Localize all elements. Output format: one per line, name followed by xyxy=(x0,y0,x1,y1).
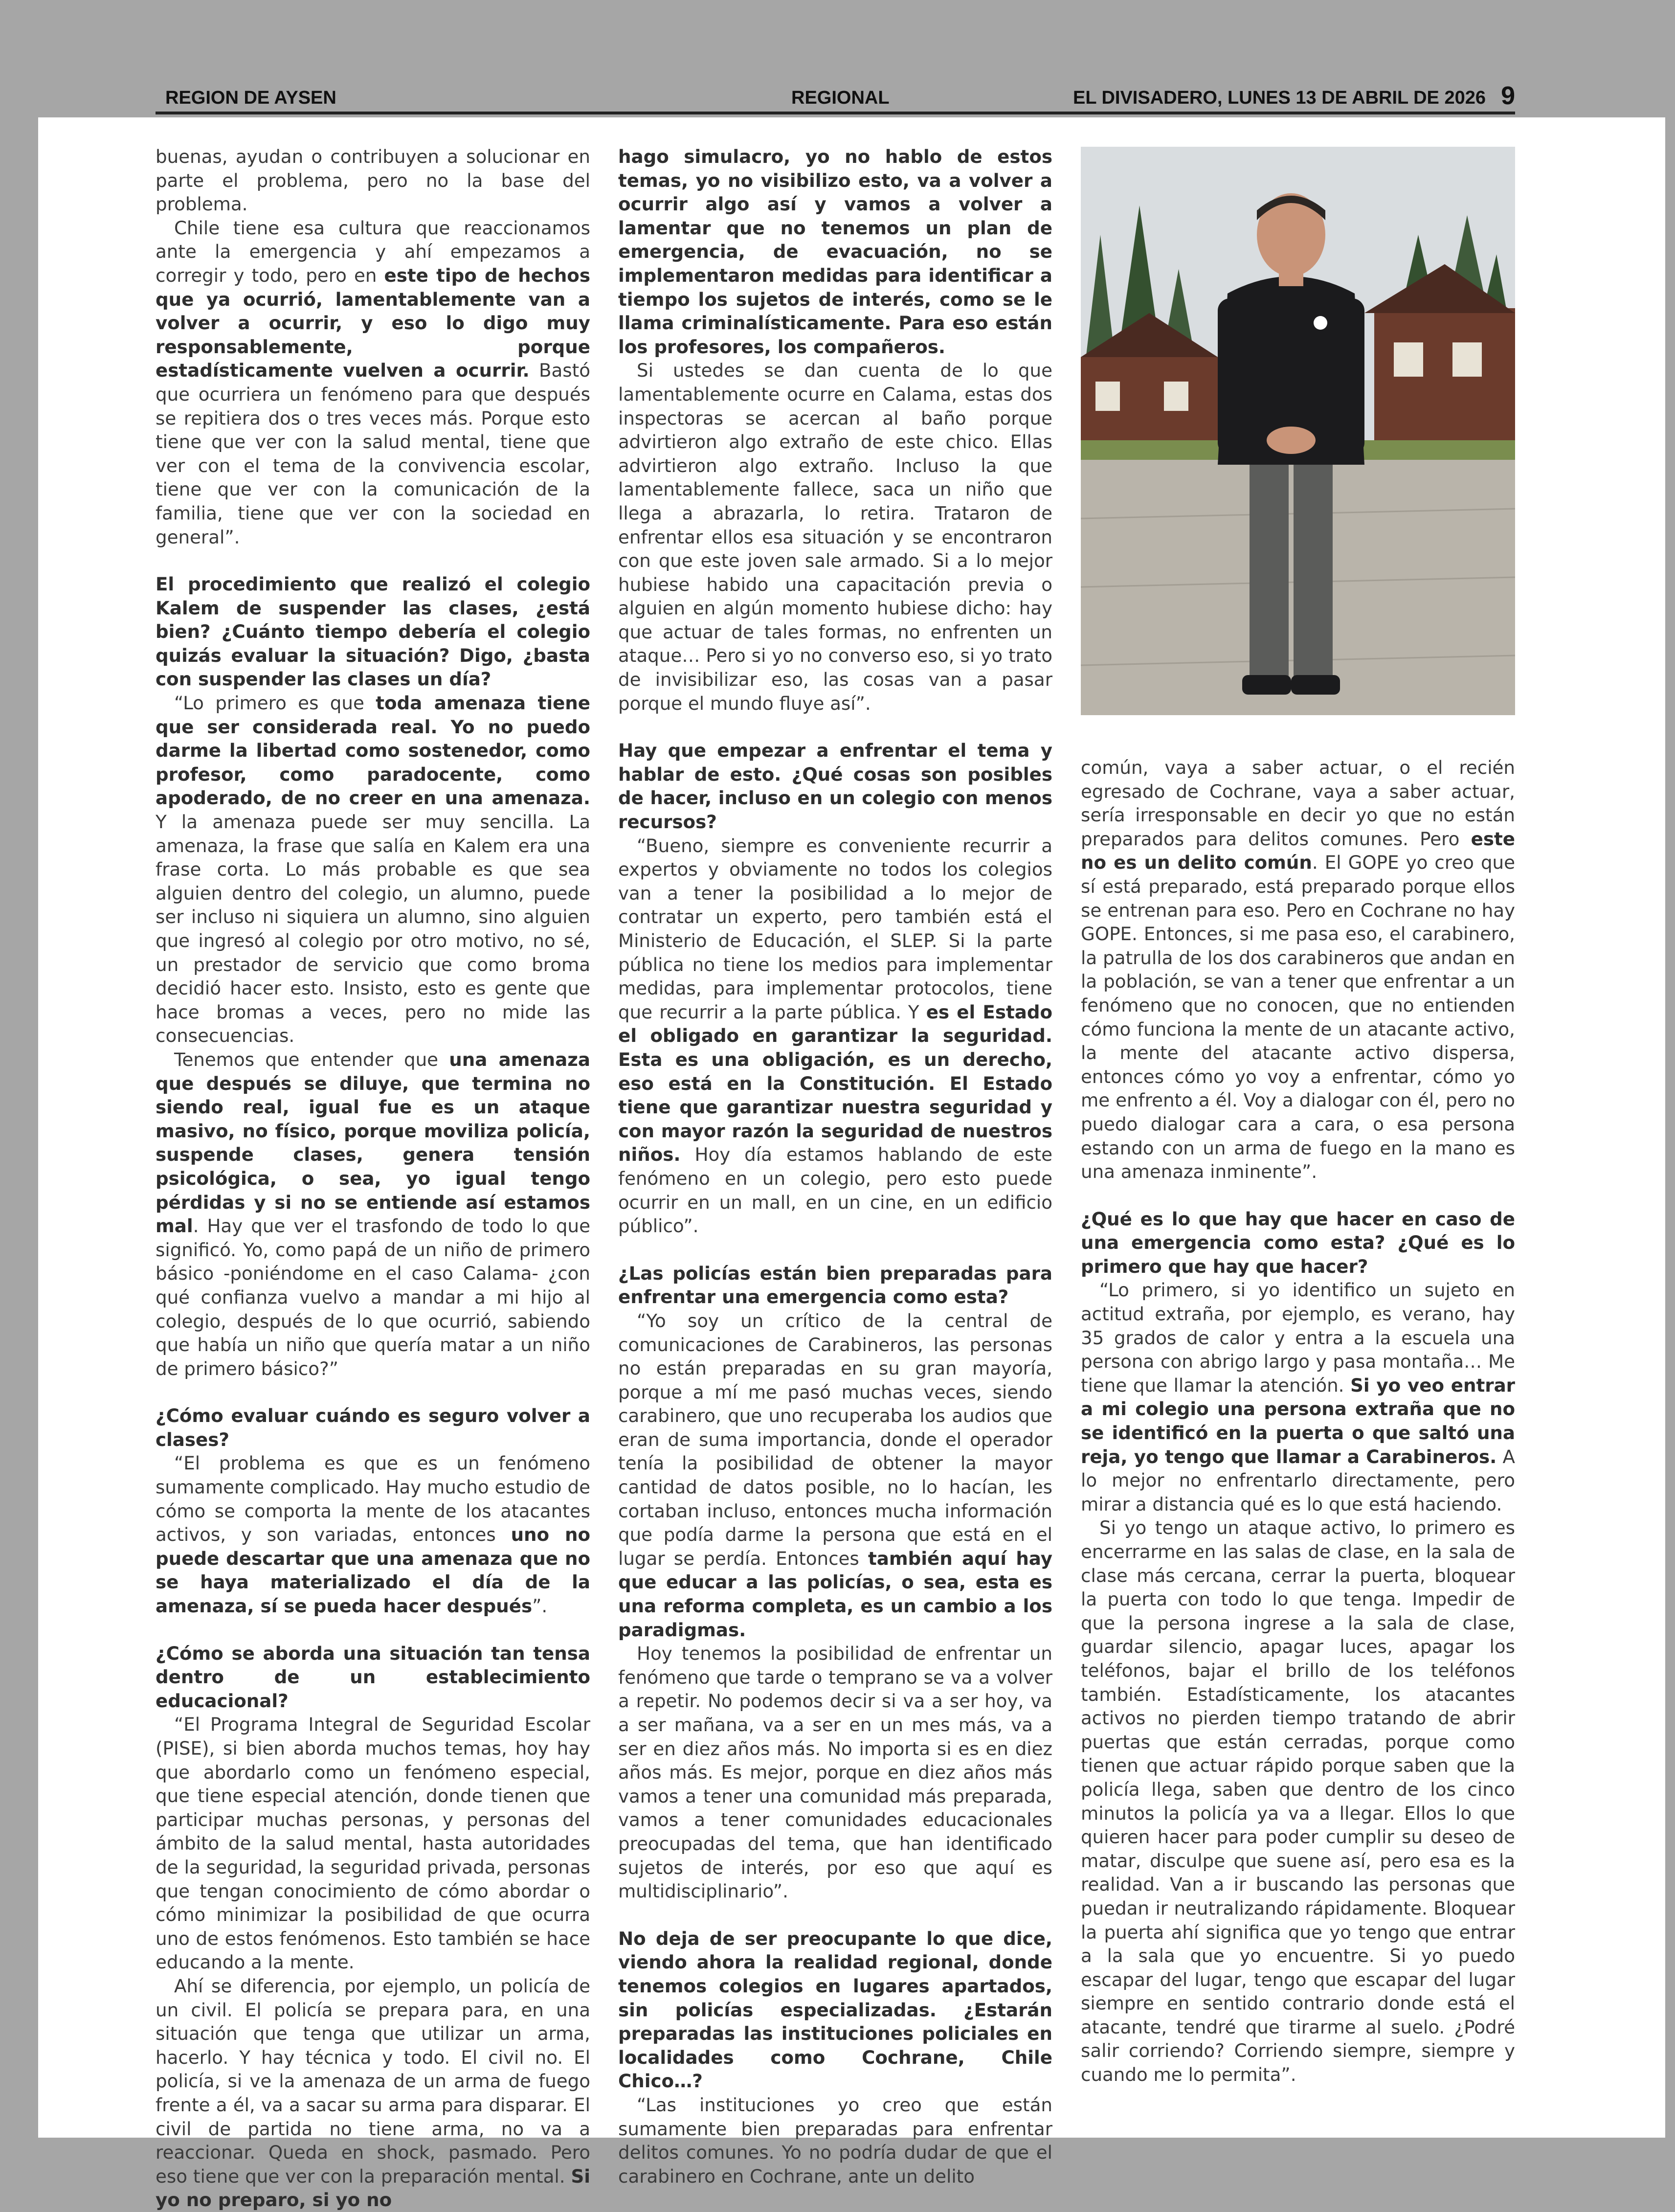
paragraph xyxy=(156,1974,590,2212)
text: “Bueno, siempre es conveniente recurrir a expertos y obviamente no todos los colegios van a tener la posibilidad a lo mejor de contratar un experto, pero también está el Ministerio de Educación, el SLEP. Si la parte pública no tiene los medios para implementar medidas, para implementar protocolos, tiene que recurrir a la parte pública. Y xyxy=(618,835,1052,1023)
page-number: 9 xyxy=(1501,82,1515,110)
interviewee-photo xyxy=(1081,147,1515,715)
paragraph: “Las instituciones yo creo que están sumamente bien preparadas para enfrentar delitos comunes. Yo no podría dudar de que el carabinero en Cochrane, ante un delito xyxy=(618,2094,1052,2187)
bold-text: este tipo de hechos que ya ocurrió, lamentablemente van a volver a ocurrir, y eso lo digo muy responsablemente, porque estadísticamente vuelven a ocurrir. xyxy=(156,264,590,382)
paragraph xyxy=(618,834,1052,1238)
paragraph xyxy=(156,216,590,549)
article-column-3 xyxy=(1081,756,1515,2087)
bold-text: hago simulacro, yo no hablo de estos temas, yo no visibilizo esto, va a volver a ocurrir algo así y vamos a volver a lamentar que no tenemos un plan de emergencia, de evacuación, no se implementaron medidas para identificar a tiempo los sujetos de interés, como se le llama criminalísticamente. Para eso están los profesores, los compañeros. xyxy=(618,146,1052,358)
paragraph: Si ustedes se dan cuenta de lo que lamentablemente ocurre en Calama, estas dos inspectoras se acercan al baño porque advirtieron algo extraño de este chico. Ellas advirtieron algo extraño. Incluso la que lamentablemente fallece, saca un niño que llega a abrazarla, lo retira. Trataron de enfrentar ellos esa situación y se encontraron con que este joven sale armado. Si a lo mejor hubiese habido una capacitación previa o alguien en algún momento hubiese dicho: hay que actuar de tales formas, no enfrenten un ataque… Pero si yo no converso eso, si yo trato de invisibilizar eso, las cosas van a pasar porque el mundo fluye así”. xyxy=(618,360,1052,714)
text: Ahí se diferencia, por ejemplo, un policía de un civil. El policía se prepara para, en una situación que tenga que utilizar un arma, hacerlo. Y hay técnica y todo. El civil no. El policía, si ve la amenaza de un arma de fuego frente a él, va a sacar su arma para disparar. El civil de partida no tiene arma, no va a reaccionar. Queda en shock, pasmado. Pero eso tiene que ver con la preparación mental. xyxy=(156,1975,590,2187)
paragraph xyxy=(156,1451,590,1618)
interview-question: ¿Cómo evaluar cuándo es seguro volver a clases? xyxy=(156,1405,590,1450)
bold-text: uno no puede descartar que una amenaza que no se haya materializado el día de la amenaza, sí se pueda hacer después xyxy=(156,1524,590,1617)
interview-question: ¿Cómo se aborda una situación tan tensa dentro de un establecimiento educacional? xyxy=(156,1642,590,1712)
text: “Yo soy un crítico de la central de comunicaciones de Carabineros, las personas no están preparadas en su gran mayoría, porque a mí me pasó muchas veces, siendo carabinero, que uno recuperaba los audios que eran de suma importancia, donde el operador tenía la posibilidad de obtener la mayor cantidad de datos posible, no lo hacían, les cortaban incluso, entonces mucha información que podía darme la persona que está en el lugar se perdía. Entonces xyxy=(618,1309,1052,1569)
interview-question: No deja de ser preocupante lo que dice, viendo ahora la realidad regional, donde tenemos colegios en lugares apartados, sin policías especializadas. ¿Estarán preparadas las instituciones policiales en localidades como Cochrane, Chile Chico…? xyxy=(618,1927,1052,2092)
text: . Hay que ver el trasfondo de todo lo que significó. Yo, como papá de un niño de primero básico -poniéndome en el caso Calama- ¿con qué confianza vuelvo a mandar a mi hijo al colegio, después de lo que ocurrió, sabiendo que había un niño que quería matar a un niño de primero básico?” xyxy=(156,1215,590,1379)
text: “Lo primero, si yo identifico un sujeto en actitud extraña, por ejemplo, es verano, hay 35 grados de calor y entra a la escuela una persona con abrigo largo y pasa montaña… Me tiene que llamar la atención. xyxy=(1081,1279,1515,1396)
photo-illustration xyxy=(1081,147,1515,715)
article-column-1 xyxy=(156,145,590,2212)
bold-text: Si yo veo entrar a mi colegio una persona extraña que no se identificó en la puerta o que saltó una reja, yo tengo que llamar a Carabineros. xyxy=(1081,1374,1516,1467)
text: Tenemos que entender que xyxy=(174,1048,449,1070)
interview-question: Hay que empezar a enfrentar el tema y hablar de esto. ¿Qué cosas son posibles de hacer, incluso en un colegio con menos recursos? xyxy=(618,740,1052,833)
paragraph xyxy=(1081,756,1515,1184)
paragraph xyxy=(156,691,590,1048)
text: A lo mejor no enfrentarlo directamente, pero mirar a distancia qué es lo que está haciendo. xyxy=(1081,1445,1515,1515)
bold-text: también aquí hay que educar a las policías, o sea, esta es una reforma completa, es un cambio a los paradigmas. xyxy=(618,1547,1052,1641)
paragraph: Hoy tenemos la posibilidad de enfrentar un fenómeno que tarde o temprano se va a volver a repetir. No podemos decir si va a ser hoy, va a ser mañana, va a ser en un mes más, va a ser en diez años más. No importa si es en diez años más. Es mejor, porque en diez años más vamos a tener una comunidad más preparada, vamos a tener comunidades educacionales preocupadas del tema, que han identificado sujetos de interés, por eso que aquí es multidisciplinario”. xyxy=(618,1643,1052,1902)
paragraph xyxy=(1081,1278,1515,1516)
publication-date: EL DIVISADERO, LUNES 13 DE ABRIL DE 2026 xyxy=(1073,88,1486,108)
text: común, vaya a saber actuar, o el recién egresado de Cochrane, vaya a saber actuar, sería irresponsable en decir yo que no están preparados para delitos comunes. Pero xyxy=(1081,757,1515,850)
page-header xyxy=(156,77,1515,114)
bold-text: este no es un delito común xyxy=(1081,828,1515,874)
paragraph xyxy=(156,1048,590,1380)
text: Y la amenaza puede ser muy sencilla. La amenaza, la frase que salía en Kalem era una frase corta. Lo más probable es que sea alguien dentro del colegio, un alumno, puede ser incluso ni siquiera un alumno, sino alguien que ingresó al colegio por otro motivo, no sé, un prestador de servicio que como broma decidió hacer esto. Insisto, esto es gente que hace bromas a veces, pero no mide las consecuencias. xyxy=(156,811,590,1047)
paragraph xyxy=(618,145,1052,359)
interview-question: El procedimiento que realizó el colegio Kalem de suspender las clases, ¿está bien? ¿Cuánto tiempo debería el colegio quizás evaluar la situación? Digo, ¿basta con suspender las clases un día? xyxy=(156,573,590,690)
text: “Lo primero es que xyxy=(174,692,376,714)
text: Hoy día estamos hablando de este fenómeno en un colegio, pero esto puede ocurrir en un mall, en un cine, en un edificio público”. xyxy=(618,1144,1052,1237)
text: Chile tiene esa cultura que reaccionamos ante la emergencia y ahí empezamos a corregir y todo, pero en xyxy=(156,217,590,286)
text: . El GOPE yo creo que sí está preparado, está preparado porque ellos se entrenan para eso. Pero en Cochrane no hay GOPE. Entonces, si me pasa eso, el carabinero, la patrulla de los dos carabineros que andan en la población, se van a tener que enfrentar a un fenómeno que no conocen, que no entienden cómo funciona la mente de un atacante activo, la mente del atacante activo dispersa, entonces cómo yo voy a enfrentar, cómo yo me enfrento a él. Voy a dialogar con él, pero no puedo dialogar cara a cara, o esa persona estando con un arma de fuego en la mano es una amenaza inminente”. xyxy=(1081,852,1515,1183)
bold-text: Si yo no preparo, si yo no xyxy=(156,2165,590,2211)
paragraph: Si yo tengo un ataque activo, lo primero es encerrarme en las salas de clase, en la sala de clase más cercana, cerrar la puerta, bloquear la puerta con todo lo que tenga. Impedir de que la persona ingrese a la sala de clase, guardar silencio, apagar luces, apagar los teléfonos, bajar el brillo de los teléfonos también. Estadísticamente, los atacantes activos no pierden tiempo tratando de abrir puertas que están cerradas, porque como tienen que actuar rápido porque saben que la policía llega, saben que dentro de los cinco minutos la policía ya va a llegar. Ellos lo que quieren hacer para poder cumplir su deseo de matar, disculpe que suene así, pero esa es la realidad. Van a ir buscando las personas que puedan ir neutralizando rápidamente. Bloquear la puerta ahí significa que yo tengo que entrar a la sala que yo encuentre. Si yo puedo escapar del lugar, tengo que escapar del lugar siempre en sentido contrario donde está el atacante, tendré que tirarme al suelo. ¿Podré salir corriendo? Corriendo siempre, siempre y cuando me lo permita”. xyxy=(1081,1517,1515,2086)
text: Bastó que ocurriera un fenómeno para que después se repitiera dos o tres veces más. Porque esto tiene que ver con la salud mental, tiene que ver con el tema de la convivencia escolar, tiene que ver con la comunicación de la familia, tiene que ver con la sociedad en general”. xyxy=(156,360,590,548)
bold-text: es el Estado el obligado en garantizar la seguridad. Esta es una obligación, es un derecho, eso está en la Constitución. El Estado tiene que garantizar nuestra seguridad y con mayor razón la seguridad de nuestros niños. xyxy=(618,1001,1052,1166)
paragraph: “El Programa Integral de Seguridad Escolar (PISE), si bien aborda muchos temas, hoy hay que abordarlo como un fenómeno especial, que tiene especial atención, donde tienen que participar muchas personas, y personas del ámbito de la salud mental, hasta autoridades de la seguridad, la seguridad privada, personas que tengan conocimiento de cómo abordar o cómo minimizar la posibilidad de que ocurra uno de estos fenómenos. Esto también se hace educando a la mente. xyxy=(156,1714,590,1973)
bold-text: toda amenaza tiene que ser considerada real. Yo no puedo darme la libertad como sostenedor, como profesor, como paradocente, como apoderado, de no creer en una amenaza. xyxy=(156,692,590,809)
bold-text: una amenaza que después se diluye, que termina no siendo real, igual fue es un ataque masivo, no físico, porque moviliza policía, suspende clases, genera tensión psicológica, o sea, yo igual tengo pérdidas y si no se entiende así estamos mal xyxy=(156,1048,590,1237)
text: “El problema es que es un fenómeno sumamente complicado. Hay mucho estudio de cómo se comporta la mente de los atacantes activos, y son variadas, entonces xyxy=(156,1452,590,1546)
interview-question: ¿Qué es lo que hay que hacer en caso de una emergencia como esta? ¿Qué es lo primero que hay que hacer? xyxy=(1081,1208,1515,1277)
interview-question: ¿Las policías están bien preparadas para enfrentar una emergencia como esta? xyxy=(618,1262,1052,1308)
paragraph: buenas, ayudan o contribuyen a solucionar en parte el problema, pero no la base del problema. xyxy=(156,146,590,215)
text: ”. xyxy=(532,1595,548,1617)
paragraph xyxy=(618,1309,1052,1642)
section-label: REGION DE AYSEN xyxy=(165,88,336,108)
section-category: REGIONAL xyxy=(791,88,890,108)
article-column-2 xyxy=(618,145,1052,2188)
